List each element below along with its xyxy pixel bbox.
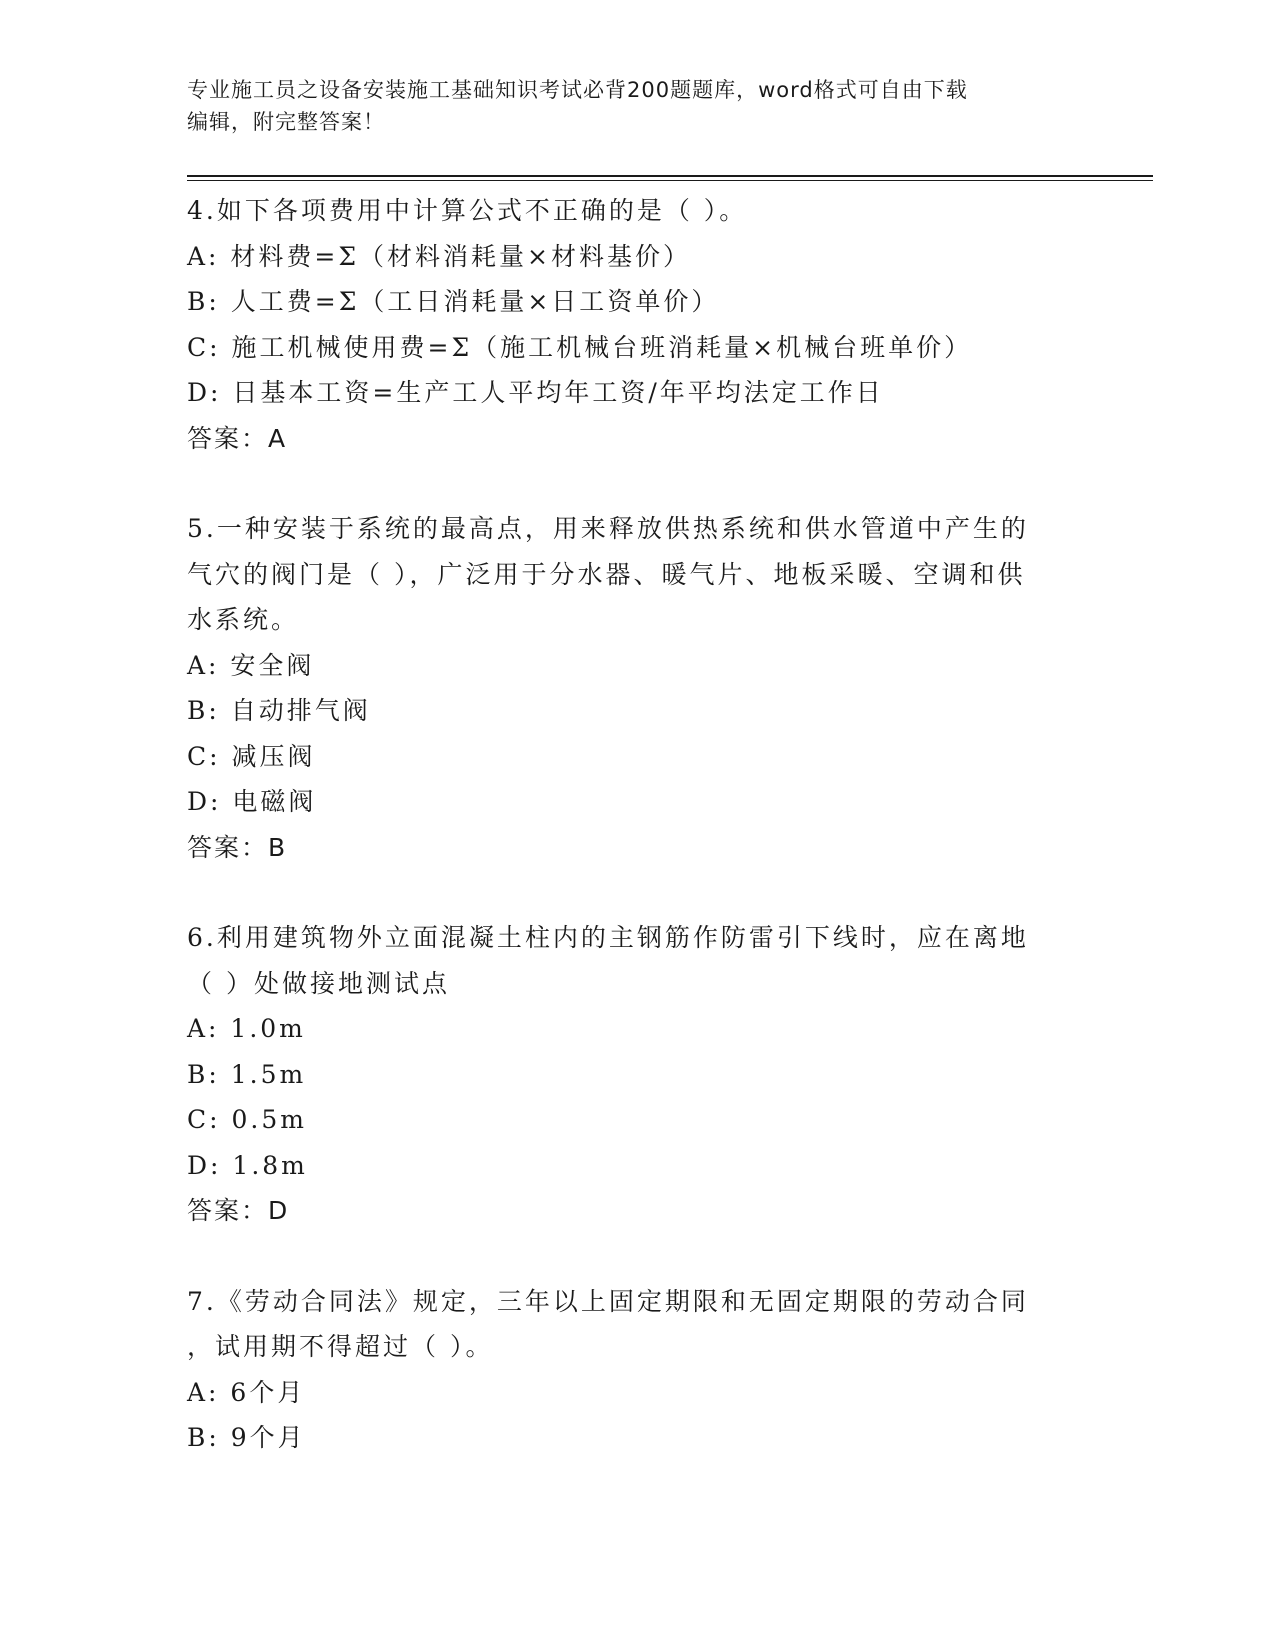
option-b: B: 自动排气阀 (187, 696, 371, 725)
option-d: D: 电磁阀 (187, 787, 317, 816)
option-d: D: 日基本工资=生产工人平均年工资/年平均法定工作日 (187, 378, 884, 407)
question-5 (187, 506, 1087, 870)
option-a: A: 安全阀 (187, 650, 315, 680)
answer-label: 答案：D (187, 1196, 290, 1225)
question-stem: 4.如下各项费用中计算公式不正确的是（ ）。 (187, 196, 748, 225)
question-stem: 水系统。 (187, 605, 300, 634)
option-b: B: 9个月 (187, 1423, 306, 1452)
option-d: D: 1.8m (187, 1150, 308, 1180)
option-c: C: 施工机械使用费=Σ（施工机械台班消耗量×机械台班单价） (187, 332, 973, 362)
option-b: B: 人工费=Σ（工日消耗量×日工资单价） (187, 287, 720, 316)
option-a: A: 1.0m (187, 1014, 306, 1043)
header-title-line-2: 编辑，附完整答案！ (187, 110, 385, 134)
question-stem: （ ）处做接地测试点 (187, 968, 450, 998)
question-stem: 5.一种安装于系统的最高点，用来释放供热系统和供水管道中产生的 (187, 514, 1029, 543)
header-divider-thin (187, 180, 1153, 181)
option-c: C: 减压阀 (187, 741, 316, 771)
question-stem: 6.利用建筑物外立面混凝土柱内的主钢筋作防雷引下线时，应在离地 (187, 923, 1029, 952)
option-a: A: 材料费=Σ（材料消耗量×材料基价） (187, 241, 691, 271)
question-6 (187, 915, 1087, 1234)
document-header (187, 74, 1087, 138)
header-title-line-1: 专业施工员之设备安装施工基础知识考试必背200题题库，word格式可自由下载 (187, 78, 968, 102)
question-4 (187, 188, 1087, 461)
question-stem: 气穴的阀门是（ ），广泛用于分水器、暖气片、地板采暖、空调和供 (187, 559, 1026, 589)
option-c: C: 0.5m (187, 1105, 307, 1134)
question-stem: ，试用期不得超过（ ）。 (187, 1332, 494, 1361)
question-list (187, 188, 1087, 1506)
answer-label: 答案：A (187, 423, 288, 453)
option-a: A: 6个月 (187, 1377, 306, 1407)
question-stem: 7.《劳动合同法》规定，三年以上固定期限和无固定期限的劳动合同 (187, 1286, 1029, 1316)
option-b: B: 1.5m (187, 1059, 307, 1089)
question-7 (187, 1279, 1087, 1461)
header-divider (187, 175, 1153, 177)
answer-label: 答案：B (187, 832, 288, 862)
